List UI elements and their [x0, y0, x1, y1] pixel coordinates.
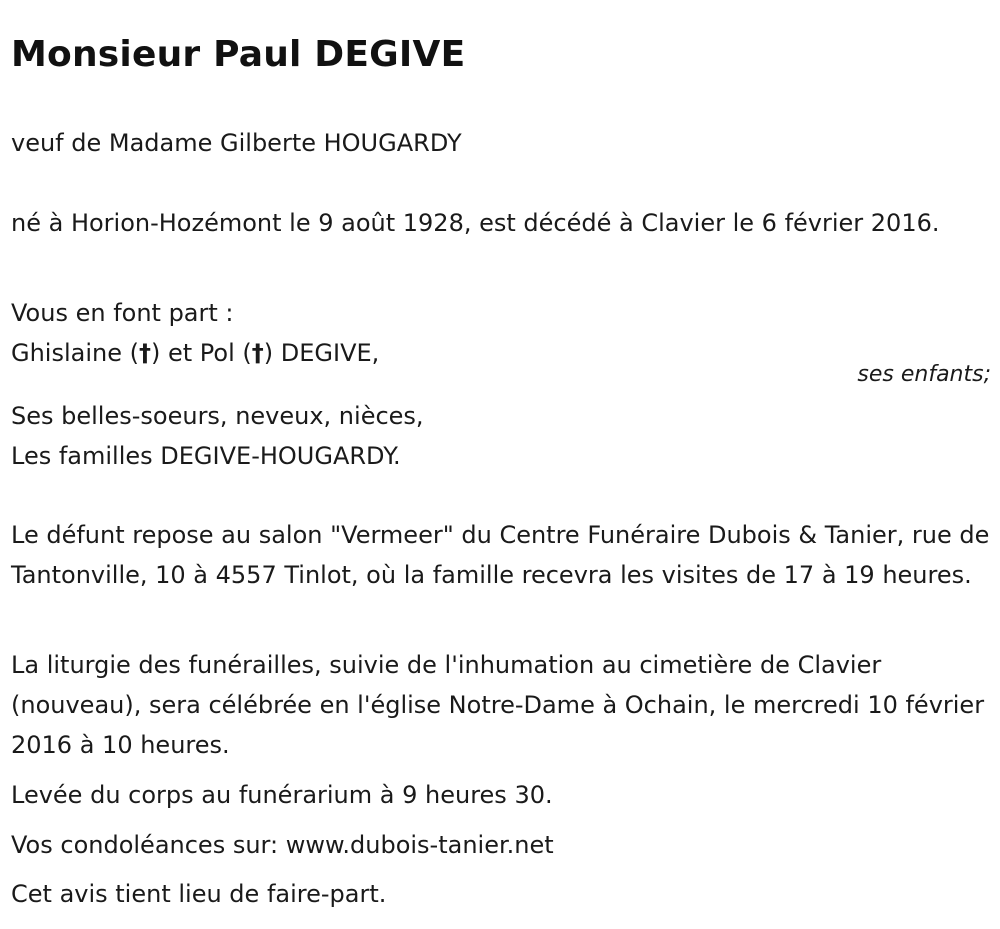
page-title: Monsieur Paul DEGIVE: [11, 34, 466, 75]
departure-line: Levée du corps au funérarium à 9 heures 30.: [11, 781, 553, 809]
funeral-paragraph: La liturgie des funérailles, suivie de l'inhumation au cimetière de Clavier (nouveau), sera célébrée en l'église Notre-Dame à Ochain, le mercredi 10 février 2016 à 10 heures.: [11, 651, 985, 759]
widow-of-line: veuf de Madame Gilberte HOUGARDY: [11, 129, 462, 157]
relatives-line-1: Ses belles-soeurs, neveux, nièces,: [11, 402, 424, 430]
children-surname: DEGIVE,: [280, 339, 380, 367]
relatives-line-2: Les familles DEGIVE-HOUGARDY.: [11, 442, 401, 470]
child-name-1: Ghislaine: [11, 339, 122, 367]
closing-line: Cet avis tient lieu de faire-part.: [11, 880, 387, 908]
cross-icon: †: [139, 339, 151, 367]
birth-death-paragraph: né à Horion-Hozémont le 9 août 1928, est décédé à Clavier le 6 février 2016.: [11, 209, 940, 237]
viewing-paragraph: Le défunt repose au salon "Vermeer" du Centre Funéraire Dubois & Tanier, rue de Tantonville, 10 à 4557 Tinlot, où la famille recevra les visites de 17 à 19 heures.: [11, 521, 990, 589]
announce-intro: Vous en font part :: [11, 299, 234, 327]
cross-icon: †: [251, 339, 264, 367]
children-line: Ghislaine (†) et Pol (†) DEGIVE,: [11, 339, 380, 367]
children-relation: ses enfants;: [857, 362, 991, 387]
child-name-2: et Pol: [168, 339, 235, 367]
condolences-line: Vos condoléances sur: www.dubois-tanier.net: [11, 831, 554, 859]
